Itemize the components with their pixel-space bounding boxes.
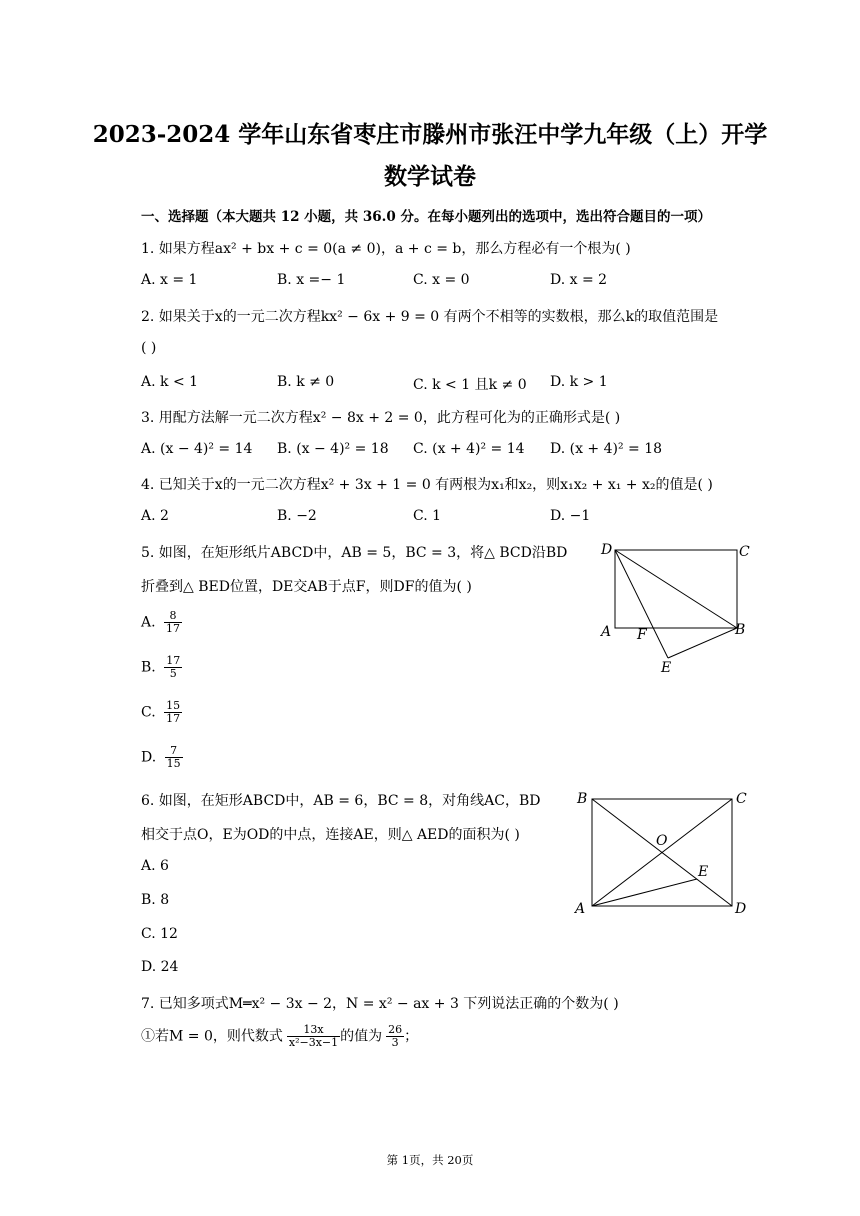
q5-segment-eb bbox=[668, 628, 737, 658]
q6-label-c: C bbox=[736, 791, 747, 807]
q5-diagonal-bd bbox=[615, 550, 737, 628]
q6-option-c: C. 12 bbox=[141, 926, 178, 942]
q4-option-c: C. 1 bbox=[413, 508, 442, 524]
q5-label-a: A bbox=[601, 624, 612, 640]
q5-option-b-den: 5 bbox=[169, 667, 177, 680]
q2-option-a: A. k < 1 bbox=[141, 374, 199, 390]
q6-figure-rectangle-diagonals bbox=[572, 785, 758, 920]
question-6-stem: 6. 如图，在矩形ABCD中，AB = 6，BC = 8，对角线AC，BD bbox=[141, 793, 541, 809]
q5-option-a-num: 8 bbox=[164, 610, 182, 623]
q1-option-c: C. x = 0 bbox=[413, 272, 470, 288]
q5-label-b: B bbox=[735, 622, 746, 638]
q6-label-e: E bbox=[698, 864, 709, 880]
q5-option-c-fraction bbox=[164, 700, 182, 725]
q3-option-b: B. (x − 4)² = 18 bbox=[277, 441, 389, 457]
q5-option-b-label: B. bbox=[141, 659, 156, 676]
q4-option-b: B. −2 bbox=[277, 508, 317, 524]
q6-label-b: B bbox=[577, 791, 588, 807]
q2-option-d: D. k > 1 bbox=[550, 374, 608, 390]
q3-option-a: A. (x − 4)² = 14 bbox=[141, 441, 253, 457]
q7-item-1-mid: 的值为 bbox=[340, 1028, 383, 1045]
question-2-stem-cont: ( ) bbox=[141, 340, 157, 356]
q1-option-d: D. x = 2 bbox=[550, 272, 608, 288]
q1-option-a: A. x = 1 bbox=[141, 272, 198, 288]
q5-option-c-label: C. bbox=[141, 704, 156, 721]
q7-item-1-expr-den: x²−3x−1 bbox=[288, 1036, 339, 1049]
q7-item-1-value bbox=[386, 1024, 404, 1049]
q7-item-1 bbox=[141, 1024, 418, 1049]
q5-option-d-num: 7 bbox=[165, 745, 183, 758]
q5-option-d bbox=[141, 745, 183, 770]
page-footer: 第 1页，共 20页 bbox=[386, 1153, 474, 1167]
q3-option-d: D. (x + 4)² = 18 bbox=[550, 441, 663, 457]
q6-label-d: D bbox=[735, 901, 747, 917]
q6-label-o: O bbox=[656, 833, 668, 849]
q5-option-d-label: D. bbox=[141, 749, 157, 766]
q7-item-1-expression bbox=[287, 1024, 340, 1049]
q5-option-b-fraction bbox=[164, 655, 182, 680]
q4-option-d: D. −1 bbox=[550, 508, 591, 524]
title-line-1: 2023-2024 学年山东省枣庄市滕州市张汪中学九年级（上）开学 bbox=[92, 121, 768, 148]
q5-option-d-den: 15 bbox=[166, 757, 181, 770]
q5-option-a bbox=[141, 610, 182, 635]
q5-label-c: C bbox=[739, 544, 750, 560]
q5-option-b-num: 17 bbox=[166, 654, 181, 667]
q5-label-d: D bbox=[601, 542, 613, 558]
q7-item-1-val-den: 3 bbox=[391, 1036, 399, 1049]
q7-item-1-val-num: 26 bbox=[388, 1023, 403, 1036]
q6-segment-ae bbox=[592, 879, 697, 906]
question-7-stem: 7. 已知多项式M═x² − 3x − 2，N = x² − ax + 3 下列说法正确的个数为( ) bbox=[141, 996, 619, 1012]
q6-label-a: A bbox=[575, 901, 586, 917]
q5-label-f: F bbox=[637, 627, 647, 643]
question-2-stem: 2. 如果关于x的一元二次方程kx² − 6x + 9 = 0 有两个不相等的实数根，那么k的取值范围是 bbox=[141, 309, 719, 325]
q6-option-d: D. 24 bbox=[141, 959, 179, 975]
q5-option-a-fraction bbox=[164, 610, 182, 635]
q4-option-a: A. 2 bbox=[141, 508, 169, 524]
section-heading: 一、选择题（本大题共 12 小题，共 36.0 分。在每小题列出的选项中，选出符合题目的一项） bbox=[141, 209, 711, 225]
question-1-stem: 1. 如果方程ax² + bx + c = 0(a ≠ 0)，a + c = b，那么方程必有一个根为( ) bbox=[141, 241, 631, 257]
question-4-stem: 4. 已知关于x的一元二次方程x² + 3x + 1 = 0 有两根为x₁和x₂，则x₁x₂ + x₁ + x₂的值是( ) bbox=[141, 477, 713, 493]
question-5-stem: 5. 如图，在矩形纸片ABCD中，AB = 5，BC = 3，将△ BCD沿BD bbox=[141, 545, 568, 561]
q5-figure-rectangle-fold bbox=[595, 538, 755, 678]
q6-option-a: A. 6 bbox=[141, 858, 169, 874]
q6-option-b: B. 8 bbox=[141, 892, 170, 908]
q5-option-c-num: 15 bbox=[166, 699, 181, 712]
q5-option-a-label: A. bbox=[141, 614, 156, 631]
q7-item-1-expr-num: 13x bbox=[287, 1024, 340, 1037]
q5-label-e: E bbox=[661, 660, 672, 676]
q5-option-c-den: 17 bbox=[166, 712, 181, 725]
question-6-stem-cont: 相交于点O，E为OD的中点，连接AE，则△ AED的面积为( ) bbox=[141, 827, 520, 843]
question-5-stem-cont: 折叠到△ BED位置，DE交AB于点F，则DF的值为( ) bbox=[141, 579, 472, 595]
q5-option-d-fraction bbox=[165, 745, 183, 770]
q2-option-c: C. k < 1 且k ≠ 0 bbox=[413, 377, 527, 393]
question-3-stem: 3. 用配方法解一元二次方程x² − 8x + 2 = 0，此方程可化为的正确形式是( ) bbox=[141, 410, 621, 426]
q3-option-c: C. (x + 4)² = 14 bbox=[413, 441, 525, 457]
q1-option-b: B. x =− 1 bbox=[277, 272, 346, 288]
title-line-2: 数学试卷 bbox=[384, 163, 476, 190]
q5-option-c bbox=[141, 700, 182, 725]
q5-option-a-den: 17 bbox=[166, 622, 181, 635]
q5-option-b bbox=[141, 655, 182, 680]
q2-option-b: B. k ≠ 0 bbox=[277, 374, 335, 390]
q7-item-1-end: ； bbox=[404, 1028, 419, 1045]
q7-item-1-prefix: ①若M = 0，则代数式 bbox=[141, 1028, 283, 1045]
